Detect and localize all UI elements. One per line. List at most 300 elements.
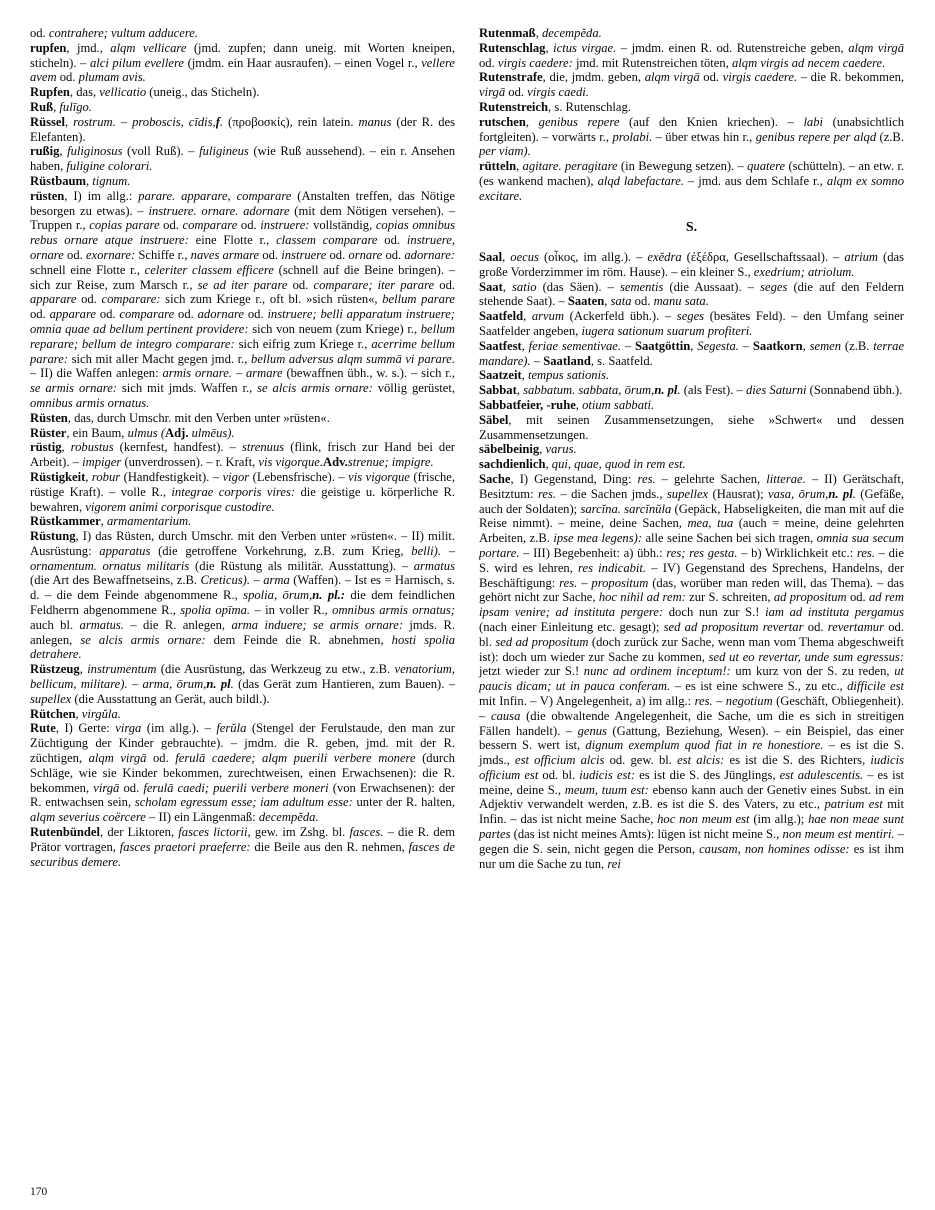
headword: Rupfen <box>30 85 70 100</box>
entry-text: rostrum. <box>73 114 116 129</box>
entry-text: sata <box>610 294 632 309</box>
entry-text: (kernfest, handfest). – <box>113 440 242 455</box>
entry-text: comparare <box>182 218 238 233</box>
entry-text: armamentarium. <box>106 514 192 529</box>
entry-text: alle seine Sachen bei sich tragen, <box>642 531 817 546</box>
entry-text: – die R. dem Prätor vortragen, <box>30 825 456 854</box>
entry-text: sich mit aller Macht gegen jmd. r., <box>68 351 252 366</box>
entry-text: spolia opīma. <box>180 603 251 618</box>
entry-text: , <box>502 250 511 264</box>
entry-text: (unverdrossen). – r. Kraft, <box>121 455 259 470</box>
entry-text: exornare: <box>85 247 136 262</box>
entry-text: , jmd., <box>66 40 111 55</box>
headword: rüstig <box>30 440 62 455</box>
entry-text: od. <box>174 307 198 322</box>
entry-text: (besätes Feld). – den Umfang seiner Saatfelder angeben, <box>479 309 904 338</box>
entry-text: – <box>250 573 264 588</box>
entry-text: – <box>115 114 133 129</box>
entry-text: f <box>215 114 220 129</box>
entry-text: nunc ad ordinem inceptum!: <box>583 664 731 679</box>
entry-text: mea, tua <box>687 516 734 531</box>
entry-text: non meum est mentiri. <box>782 827 895 842</box>
entry-text: arvum <box>531 309 565 324</box>
headword: Rüstzeug <box>30 662 80 677</box>
entry-text: (auch = meine, deine gelehrten Arbeiten, z.B. <box>479 516 904 546</box>
entry-text: (schnell auf die Beine bringen). – sich zur Reise, zum Marsch r., <box>30 262 455 292</box>
entry-text: – <box>577 575 592 590</box>
entry-text: , <box>523 309 532 324</box>
entry-text: – es ist die S. jmds., <box>479 738 905 768</box>
entry-text: Segesta. <box>697 338 739 353</box>
entry-text: , I) im allg.: <box>64 188 139 203</box>
entry-text: , I) Gegenstand, Ding: <box>510 471 638 486</box>
entry-text: , <box>65 114 74 129</box>
headword: Rüsten <box>30 410 68 425</box>
dictionary-entry <box>30 189 455 411</box>
entry-text: – <box>231 366 246 381</box>
left-column <box>30 26 455 871</box>
entry-text: instruere: <box>260 218 310 233</box>
entry-text: scholam egressum esse; iam adultum esse: <box>134 795 353 810</box>
entry-text: , der Liktoren, <box>100 825 179 840</box>
entry-text: (die Ausstattung an Gerät, auch bildl.). <box>71 691 270 706</box>
dictionary-entry <box>479 457 904 472</box>
entry-text: die Beile aus den R. nehmen, <box>250 839 409 854</box>
entry-text: alqm virgā <box>848 40 905 55</box>
entry-text: – III) Begebenheit: a) übh.: <box>519 545 667 560</box>
section-heading: S. <box>685 219 698 235</box>
entry-text: – jmd. aus dem Schlafe r., <box>683 173 827 188</box>
entry-text: omnia sua secum portare. <box>479 531 904 560</box>
dictionary-entry <box>30 470 455 514</box>
dictionary-entry <box>30 721 455 825</box>
entry-text: dies Saturni <box>746 383 807 398</box>
entry-text: iudicis est: <box>579 767 636 782</box>
entry-text: impiger <box>82 455 122 470</box>
dictionary-entry <box>30 707 455 722</box>
entry-text: (die Rüstung als militär. Ausstattung). – <box>189 558 414 573</box>
entry-text: – über etwas hin r., <box>652 129 756 144</box>
entry-text: vellicatio <box>99 85 147 100</box>
entry-text: prolabi. <box>612 129 653 144</box>
entry-text: alqm vellicare <box>110 40 187 55</box>
entry-text: , <box>75 706 82 721</box>
entry-text: parare. apparare, comparare <box>138 188 292 203</box>
entry-text: ipse mea legens): <box>553 531 643 546</box>
entry-text: , <box>802 338 810 353</box>
entry-text: semen <box>809 338 842 353</box>
entry-text: od. <box>96 307 120 322</box>
entry-text: vis vigorque <box>348 469 410 484</box>
dictionary-entry <box>30 174 455 189</box>
entry-text: labi <box>803 114 824 129</box>
entry-text: , <box>79 662 88 677</box>
page-number: 170 <box>30 1186 48 1198</box>
entry-text: od. <box>259 247 282 262</box>
entry-text: um kurz von der S. zu reden, <box>730 664 895 679</box>
entry-text: sich zum Kriege r., oft bl. »sich rüsten«, <box>160 292 383 307</box>
entry-text: , <box>575 397 583 412</box>
headword: Saatland <box>543 353 591 368</box>
entry-text: zur S. schreiten, <box>685 590 774 605</box>
entry-text: (uneig., das Sticheln). <box>146 85 260 100</box>
entry-text: völlig gerüstet, <box>372 381 455 396</box>
entry-text: feriae sementivae. <box>528 338 621 353</box>
entry-text: (flink, frisch zur Hand bei der Arbeit). – <box>30 440 455 470</box>
headword: sachdienlich <box>479 457 546 472</box>
entry-text: se armis ornare: <box>30 381 117 396</box>
entry-text: revertamur <box>827 619 884 634</box>
headword: Rüstung <box>30 529 76 544</box>
entry-text: (ἐξέδρα, Gesellschaftssaal). – <box>681 250 845 264</box>
entry-text: armatus. <box>79 617 124 632</box>
entry-text: , <box>61 440 71 455</box>
entry-text: hosti spolia detrahere. <box>30 632 455 662</box>
entry-text: od. <box>30 307 50 322</box>
entry-text: adornare: <box>404 247 455 262</box>
entry-text: od. <box>287 277 314 292</box>
entry-text: adornare <box>197 307 245 322</box>
entry-text: (unabsichtlich fortgleiten). – vorwärts r., <box>479 114 905 144</box>
entry-text: od. <box>846 590 869 605</box>
entry-text: Creticus). <box>200 573 251 588</box>
entry-text: vigorem animi corporisque custodire. <box>85 499 275 514</box>
entry-text: , die, jmdm. geben, <box>542 70 645 85</box>
entry-text: , das, durch Umschr. mit den Verben unter »rüsten«. <box>67 410 330 425</box>
entry-text: sed ut eo revertar, unde sum egressus: <box>708 649 904 664</box>
dictionary-entry <box>479 159 904 203</box>
entry-text: tempus sationis. <box>527 368 610 383</box>
entry-text: (Gefäße, auch der Soldaten); <box>479 486 904 516</box>
entry-text: litterae. <box>766 471 806 486</box>
entry-text: (die Ausrüstung, das Werkzeug zu etw., z.B. <box>156 662 395 677</box>
entry-text: (die getroffene Vorkehrung, z.B. zum Krieg, <box>150 543 412 558</box>
entry-text: fulīgo. <box>59 99 92 114</box>
entry-text: – die R. anlegen, <box>123 617 232 632</box>
entry-text: ad propositum <box>773 590 847 605</box>
entry-text: plumam avis. <box>78 70 146 85</box>
entry-text: (Handfestigkeit). – <box>120 469 223 484</box>
entry-text: robur <box>91 469 121 484</box>
entry-text: , I) Gerte: <box>55 721 116 736</box>
entry-text: arma, ōrum, <box>142 677 207 692</box>
entry-text: armis ornare. <box>162 366 232 381</box>
entry-text: ornamentum. ornatus militaris <box>30 558 190 573</box>
headword: rupfen <box>30 40 67 55</box>
entry-text: mit Infin. – das ist nicht meine Sache, <box>479 797 904 827</box>
entry-text: od. <box>159 218 183 233</box>
entry-text: alqm virgis ad necem caedere. <box>732 55 886 70</box>
dictionary-entry <box>479 383 904 398</box>
entry-text: ad rem ipsam venire; ad instituta pergere: <box>479 590 904 620</box>
entry-text: (das Gerät zum Hantieren, zum Bauen). – <box>233 677 455 692</box>
headword: Ruß <box>30 99 54 114</box>
headword: Saal <box>479 250 503 264</box>
entry-text: ictus virgae. <box>553 40 617 55</box>
entry-text: fuliginosus <box>67 144 123 159</box>
entry-text: es ist die S. des Jünglings, <box>635 767 780 782</box>
headword: Saatfest <box>479 338 522 353</box>
headword: Adj. <box>165 425 189 440</box>
headword: Rutenbündel <box>30 825 100 840</box>
entry-text: (προβοσκίς), rein latein. <box>223 114 359 129</box>
entry-text: est officium alcis <box>514 753 605 768</box>
entry-text: od. <box>434 277 456 292</box>
entry-text: , ein Baum, <box>66 425 128 440</box>
entry-text: naves armare <box>190 247 260 262</box>
entry-text: (von Erwachsenen): der R. entwachsen sein, <box>30 780 455 810</box>
dictionary-entry <box>479 309 904 339</box>
entry-text: comparare <box>119 307 175 322</box>
entry-text: atrium <box>844 250 879 264</box>
entry-text: bellum parare <box>382 292 455 307</box>
dictionary-entry <box>479 70 904 100</box>
entry-text: vasa, ōrum, <box>768 486 829 501</box>
entry-text: apparatus <box>99 543 151 558</box>
headword: rutschen <box>479 114 526 129</box>
entry-text: (als Fest). – <box>680 383 746 398</box>
entry-text: od. bl. <box>538 767 580 782</box>
entry-text: . <box>230 677 234 692</box>
entry-text: fasces praetori praeferre: <box>119 839 251 854</box>
entry-text: – <box>738 338 753 353</box>
entry-text: res indicabit. <box>578 560 647 575</box>
entry-text: propositum <box>591 575 649 590</box>
entry-text: sich eifrig zum Kriege r., <box>234 336 372 351</box>
entry-text: – <box>621 338 635 353</box>
entry-text: robustus <box>70 440 114 455</box>
entry-text: ornare <box>348 247 383 262</box>
entry-text: , <box>539 442 546 457</box>
entry-text: est alcis: <box>677 753 725 768</box>
entry-text: vollständig, <box>309 218 376 233</box>
dictionary-entry <box>479 250 904 280</box>
entry-text: exĕdra <box>647 250 682 264</box>
entry-text: classem comparare <box>276 233 378 248</box>
entry-text: dem Feinde die R. abnehmen, <box>205 632 392 647</box>
entry-text: acerrime bellum parare: <box>30 336 455 366</box>
headword: Adv. <box>322 455 348 470</box>
entry-text: (auf den Knien kriechen). – <box>619 114 804 129</box>
entry-text: tignum. <box>92 173 131 188</box>
entry-text: – es ist eine schwere S., zu etc., <box>670 679 848 694</box>
dictionary-entry <box>479 339 904 369</box>
entry-text: , <box>535 26 542 40</box>
entry-text: – gelehrte Sachen, <box>655 471 767 486</box>
entry-text: est adulescentis. <box>779 767 864 782</box>
entry-text: seges <box>676 309 705 324</box>
entry-text: varus. <box>545 442 577 457</box>
dictionary-entry <box>30 662 455 706</box>
entry-text: ebenso kann auch der Genetiv eines Subst. in ein Adjektiv verwandelt werden, z.B. es ist die S. des Vaters, zu etc., <box>479 782 904 812</box>
entry-text: sarcĭna. sarcĭnŭla <box>580 501 672 516</box>
headword: rütteln <box>479 159 517 174</box>
entry-text: – die S. wird es lehren, <box>479 545 904 575</box>
dictionary-entry <box>479 398 904 413</box>
entry-text: (jmd. zupfen; dann uneig. mit Worten kneipen, sticheln). – <box>30 40 455 70</box>
dictionary-entry <box>30 514 455 529</box>
entry-text: (das Säen). – <box>536 279 620 294</box>
entry-text: iam ad instituta pergamus <box>765 605 904 620</box>
entry-text: instruere; belli apparatum instruere; omnia quae ad bellum pertinent providere: <box>30 307 455 336</box>
entry-text: ut paucis dicam; ut in pauca conferam. <box>479 664 904 694</box>
headword: Rüstkammer <box>30 514 101 529</box>
entry-text: od. <box>803 619 828 634</box>
entry-text: oecus <box>510 250 539 264</box>
entry-text: (Ackerfeld übh.). – <box>564 309 677 324</box>
entry-text: quatere <box>747 159 786 174</box>
entry-text: , <box>100 514 107 529</box>
entry-text: es ist ihm nur um die Sache zu tun, <box>479 841 904 871</box>
entry-text: celeriter classem efficere <box>144 262 274 277</box>
dictionary-entry <box>30 41 455 85</box>
entry-text: od. <box>63 247 86 262</box>
entry-text: se ad iter parare <box>197 277 288 292</box>
entry-text: (mit dem Nötigen versehen). – Truppen r., <box>30 203 455 233</box>
entry-text: arma <box>263 573 290 588</box>
entry-text: strenuus <box>241 440 285 455</box>
two-column-text-area <box>30 26 905 871</box>
entry-text: alci pilum evellere <box>89 55 185 70</box>
entry-text: od. bl. <box>479 619 905 649</box>
dictionary-entry <box>30 100 455 115</box>
entry-text: sementis <box>619 279 664 294</box>
entry-text: omnibus armis ornatus; <box>332 603 455 618</box>
entry-text: omnibus armis ornatus. <box>30 395 150 410</box>
dictionary-entry <box>479 41 904 71</box>
entry-text: (Gattung, Beziehung, Wesen). – ein Beispiel, das einer bessern S. wert ist, <box>479 723 904 753</box>
entry-text: fuligine colorari. <box>66 159 153 174</box>
entry-text: jmd. mit Rutenstreichen töten, <box>572 55 732 70</box>
entry-text: . <box>219 114 224 129</box>
entry-text: fasces. <box>349 825 384 840</box>
entry-text: otium sabbati. <box>582 397 655 412</box>
entry-text: alqd labefactare. <box>597 173 684 188</box>
entry-text: od. <box>76 292 102 307</box>
entry-text: hoc non meum est <box>657 812 750 827</box>
entry-text: virgā <box>93 780 120 795</box>
dictionary-entry <box>479 442 904 457</box>
dictionary-entry <box>30 411 455 426</box>
entry-text: res. – negotium <box>694 693 773 708</box>
entry-text: , s. Rutenschlag. <box>548 99 631 114</box>
headword: Sabbatfeier, -ruhe <box>479 397 576 412</box>
entry-text: exedrium; atriolum. <box>753 264 855 279</box>
entry-text: , <box>85 469 92 484</box>
entry-text: n. pl <box>206 677 231 692</box>
entry-text: bellum reparare; bellum de integro comparare: <box>30 321 456 351</box>
entry-text: doch nun zur S.! <box>663 605 766 620</box>
entry-text: (Stengel der Ferulstaude, den man zur Züchtigung der Kinder gebrauchte). – jmdm. die R. geben, jmd. mit der R. züchtigen, <box>30 721 455 766</box>
entry-text: virgis caedere. <box>722 70 798 85</box>
entry-text: od. <box>30 26 49 40</box>
entry-text: od. <box>479 55 498 70</box>
entry-text: instruere <box>281 247 327 262</box>
entry-text: res. <box>537 486 557 501</box>
entry-text: se alcis armis ornare: <box>80 632 206 647</box>
entry-text: genibus repere per alqd <box>755 129 877 144</box>
entry-text: n. pl <box>654 383 678 398</box>
entry-text: se alcis armis ornare: <box>257 381 373 396</box>
entry-text: (das große Vorderzimmer im röm. Hause). – ein kleiner S., <box>479 250 905 279</box>
dictionary-entry <box>479 26 904 41</box>
entry-text: (bewaffnen übh., w. s.). – sich r., <box>282 366 456 381</box>
entry-text: strenue; impigre. <box>347 455 434 470</box>
entry-text: (z.B. <box>876 129 904 144</box>
headword: Rüstigkeit <box>30 469 86 484</box>
entry-text: – <box>530 353 544 368</box>
entry-text: vigor <box>222 469 250 484</box>
headword: Rüster <box>30 425 67 440</box>
headword: Saaten <box>567 294 605 309</box>
entry-text: (jmdm. ein Haar ausraufen). – einen Vogel r., <box>184 55 422 70</box>
entry-text: vellere avem <box>30 55 456 85</box>
entry-text: belli). <box>411 543 441 558</box>
entry-text: (wie Ruß aussehend). – ein r. Ansehen haben, <box>30 144 456 174</box>
entry-text: supellex <box>666 486 709 501</box>
entry-text: eine Flotte r., <box>188 233 277 248</box>
entry-text: (z.B. <box>841 338 874 353</box>
headword: Rutenmaß <box>479 26 536 40</box>
entry-text: – gegen die S. sein, nicht gegen die Person, <box>479 827 904 856</box>
entry-text: genus <box>577 723 607 738</box>
entry-text: – <box>441 543 455 558</box>
entry-text: terrae mandare). <box>479 338 905 368</box>
entry-text: , <box>521 368 528 383</box>
entry-text: comparare; iter parare <box>313 277 435 292</box>
entry-text: od. <box>119 780 144 795</box>
headword: Rüssel <box>30 114 65 129</box>
entry-text: virgis caedi. <box>527 85 589 100</box>
entry-text: alqm ex somno excitare. <box>479 173 905 203</box>
entry-text: res. <box>856 545 875 560</box>
entry-text: , <box>604 294 611 309</box>
entry-text: (das, worüber man reden will, das Thema). – das gehört nicht zur Sache, <box>479 575 904 605</box>
headword: Saatkorn <box>752 338 803 353</box>
entry-text: satio <box>512 279 537 294</box>
entry-text: – II) ein Längenmaß: <box>145 810 259 825</box>
headword: Saat <box>479 279 503 294</box>
entry-text: – <box>127 677 143 692</box>
entry-text: (im allg.). – <box>141 721 217 736</box>
entry-text: . <box>852 486 856 501</box>
entry-text: – II) Gerätschaft, Besitztum: <box>479 471 905 501</box>
entry-text: , <box>59 144 68 159</box>
entry-text: patrium est <box>824 797 883 812</box>
entry-text: , <box>53 99 60 114</box>
entry-text: (frische, rüstige Kraft). – volle R., <box>30 469 455 499</box>
entry-text: seges <box>760 279 788 294</box>
dictionary-entry <box>30 115 455 145</box>
entry-text: decempĕda. <box>258 810 319 825</box>
entry-text: comparare: <box>101 292 161 307</box>
dictionary-entry <box>479 100 904 115</box>
entry-text: – es ist meine, deine S., <box>479 767 905 797</box>
dictionary-entry <box>479 280 904 310</box>
entry-text: , s. Saatfeld. <box>590 353 653 368</box>
entry-text: iugera sationum suarum profiteri. <box>581 323 753 338</box>
entry-text: die geistige u. körperliche R. bewahren, <box>30 484 456 514</box>
entry-text: , das, <box>69 85 100 100</box>
entry-text: qui, quae, quod in rem est. <box>551 457 686 472</box>
entry-text: , <box>86 173 93 188</box>
headword: Saatgöttin <box>635 338 691 353</box>
entry-text: (in Bewegung setzen). – <box>617 159 748 174</box>
entry-text: copias parare <box>89 218 160 233</box>
entry-text: (die obwaltende Angelegenheit, die Sache, um die es sich in streitigen Fällen handelt). – <box>479 708 905 738</box>
entry-text: od. <box>377 233 407 248</box>
entry-text: genibus repere <box>538 114 620 129</box>
